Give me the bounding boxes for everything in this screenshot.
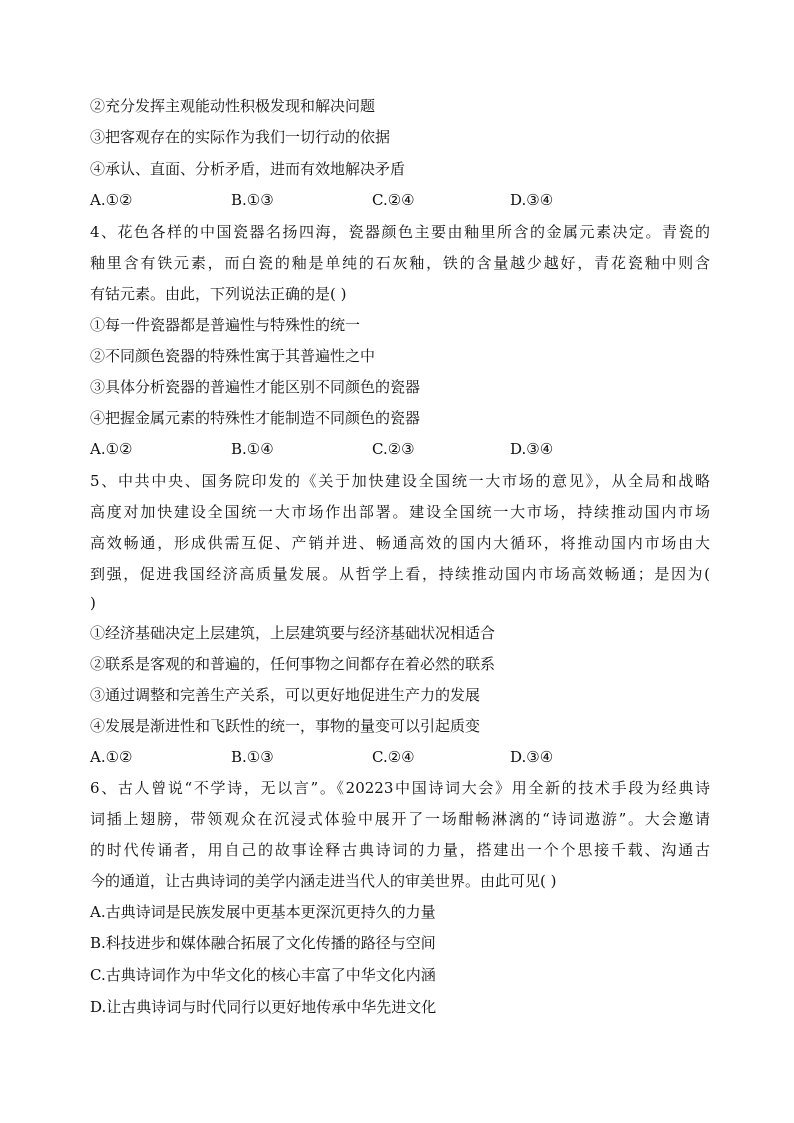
q4-option-a[interactable]: A.①②: [90, 440, 133, 458]
q4-option-b[interactable]: B.①④: [231, 440, 274, 458]
q6-choice-a[interactable]: A.古典诗词是民族发展中更基本更深沉更持久的力量: [90, 903, 436, 921]
q5-stem-line-5: ): [90, 594, 96, 612]
q5-statement-2: ②联系是客观的和普遍的，任何事物之间都存在着必然的联系: [90, 655, 496, 673]
q4-option-d[interactable]: D.③④: [510, 440, 554, 458]
q5-option-a[interactable]: A.①②: [90, 748, 133, 766]
q3-statement-4: ④承认、直面、分析矛盾，进而有效地解决矛盾: [90, 160, 406, 178]
q6-stem-line-2: 词插上翅膀，带领观众在沉浸式体验中展开了一场酣畅淋漓的“诗词遨游”。大会邀请: [90, 810, 710, 828]
q6-choice-b[interactable]: B.科技进步和媒体融合拓展了文化传播的路径与空间: [90, 934, 436, 952]
q5-stem-line-2: 高度对加快建设全国统一大市场作出部署。建设全国统一大市场，持续推动国内市场: [90, 503, 710, 521]
q3-options: [90, 190, 710, 210]
q5-statement-1: ①经济基础决定上层建筑，上层建筑要与经济基础状况相适合: [90, 624, 496, 642]
q5-option-c[interactable]: C.②④: [372, 748, 415, 766]
q6-choice-c[interactable]: C.古典诗词作为中华文化的核心丰富了中华文化内涵: [90, 966, 436, 984]
q5-options: [90, 747, 710, 767]
q3-option-b[interactable]: B.①③: [231, 191, 274, 209]
q5-option-d[interactable]: D.③④: [510, 748, 554, 766]
q5-stem-line-1: 5、中共中央、国务院印发的《关于加快建设全国统一大市场的意见》，从全局和战略: [90, 472, 710, 490]
q4-stem-line-2: 釉里含有铁元素，而白瓷的釉是单纯的石灰釉，铁的含量越少越好，青花瓷釉中则含: [90, 254, 710, 272]
q3-option-a[interactable]: A.①②: [90, 191, 133, 209]
q5-option-b[interactable]: B.①③: [231, 748, 274, 766]
q6-stem-line-4: 今的通道，让古典诗词的美学内涵走进当代人的审美世界。由此可见( ): [90, 872, 557, 890]
q4-stem-line-1: 4、花色各样的中国瓷器名扬四海，瓷器颜色主要由釉里所含的金属元素决定。青瓷的: [90, 223, 710, 241]
q3-statement-2: ②充分发挥主观能动性积极发现和解决问题: [90, 97, 376, 115]
q3-option-c[interactable]: C.②④: [372, 191, 415, 209]
q3-option-d[interactable]: D.③④: [510, 191, 554, 209]
q4-statement-2: ②不同颜色瓷器的特殊性寓于其普遍性之中: [90, 347, 376, 365]
q6-stem-line-1: 6、古人曾说“不学诗，无以言”。《20223中国诗词大会》用全新的技术手段为经典诗: [90, 779, 710, 797]
q5-statement-4: ④发展是渐进性和飞跃性的统一，事物的量变可以引起质变: [90, 717, 481, 735]
q4-statement-4: ④把握金属元素的特殊性才能制造不同颜色的瓷器: [90, 409, 421, 427]
q5-stem-line-4: 到强，促进我国经济高质量发展。从哲学上看，持续推动国内市场高效畅通；是因为(: [90, 565, 710, 583]
q5-statement-3: ③通过调整和完善生产关系，可以更好地促进生产力的发展: [90, 686, 481, 704]
q6-choice-d[interactable]: D.让古典诗词与时代同行以更好地传承中华先进文化: [90, 998, 437, 1016]
q4-options: [90, 439, 710, 459]
q3-statement-3: ③把客观存在的实际作为我们一切行动的依据: [90, 128, 391, 146]
q4-option-c[interactable]: C.②③: [372, 440, 415, 458]
q6-stem-line-3: 的时代传诵者，用自己的故事诠释古典诗词的力量，搭建出一个个思接千载、沟通古: [90, 841, 710, 859]
q5-stem-line-3: 高效畅通，形成供需互促、产销并进、畅通高效的国内大循环，将推动国内市场由大: [90, 534, 710, 552]
q4-statement-3: ③具体分析瓷器的普遍性才能区别不同颜色的瓷器: [90, 378, 421, 396]
q4-statement-1: ①每一件瓷器都是普遍性与特殊性的统一: [90, 316, 361, 334]
q4-stem-line-3: 有钴元素。由此，下列说法正确的是( ): [90, 285, 347, 303]
